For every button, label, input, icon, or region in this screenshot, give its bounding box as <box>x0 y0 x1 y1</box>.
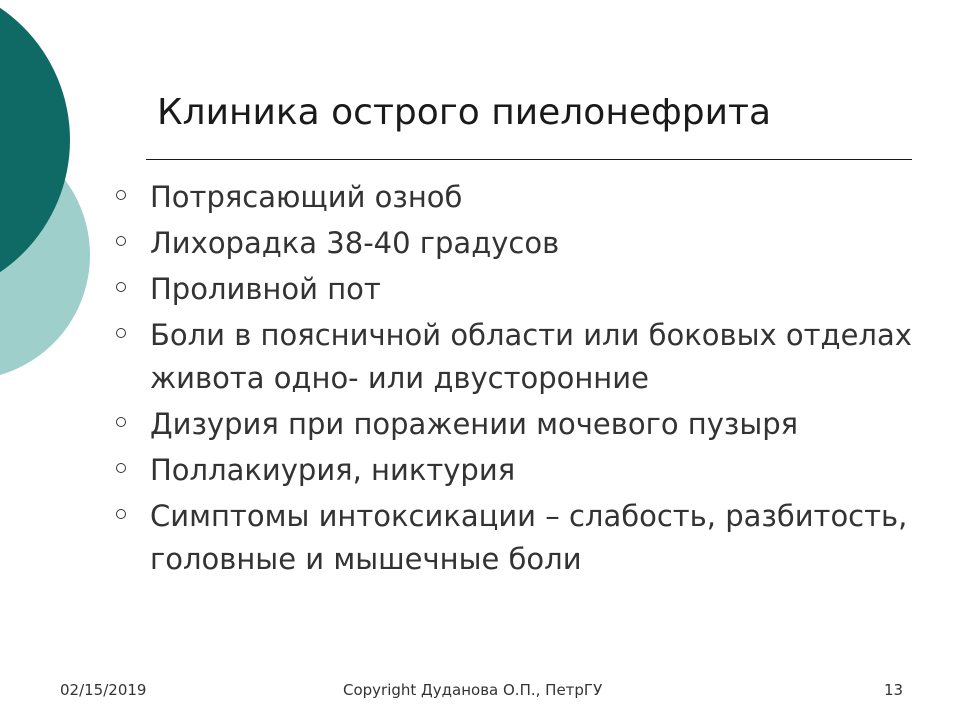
circle-bullet-icon <box>116 236 126 246</box>
bullet-item <box>114 403 914 446</box>
slide-title: Клиника острого пиелонефрита <box>157 92 772 133</box>
circle-bullet-icon <box>116 417 126 427</box>
circle-bullet-icon <box>116 463 126 473</box>
bullet-item <box>114 495 914 581</box>
bullet-item <box>114 268 914 311</box>
circle-bullet-icon <box>116 282 126 292</box>
bullet-text: Боли в поясничной области или боковых отделах живота одно- или двусторонние <box>150 318 912 395</box>
footer-copyright: Copyright Дуданова О.П., ПетрГУ <box>343 681 603 699</box>
bullet-item <box>114 314 914 400</box>
circle-bullet-icon <box>116 328 126 338</box>
circle-bullet-icon <box>116 509 126 519</box>
bullet-list <box>114 176 914 584</box>
slide-number: 13 <box>884 681 904 699</box>
bullet-item <box>114 222 914 265</box>
footer-date: 02/15/2019 <box>60 681 147 699</box>
title-underline <box>146 159 912 160</box>
bullet-text: Дизурия при поражении мочевого пузыря <box>150 407 799 441</box>
bullet-item <box>114 449 914 492</box>
bullet-item <box>114 176 914 219</box>
bullet-text: Потрясающий озноб <box>150 180 463 214</box>
bullet-text: Симптомы интоксикации – слабость, разбитость, головные и мышечные боли <box>150 499 908 576</box>
bullet-text: Проливной пот <box>150 272 381 306</box>
circle-bullet-icon <box>116 190 126 200</box>
bullet-text: Лихорадка 38-40 градусов <box>150 226 560 260</box>
bullet-text: Поллакиурия, никтурия <box>150 453 516 487</box>
